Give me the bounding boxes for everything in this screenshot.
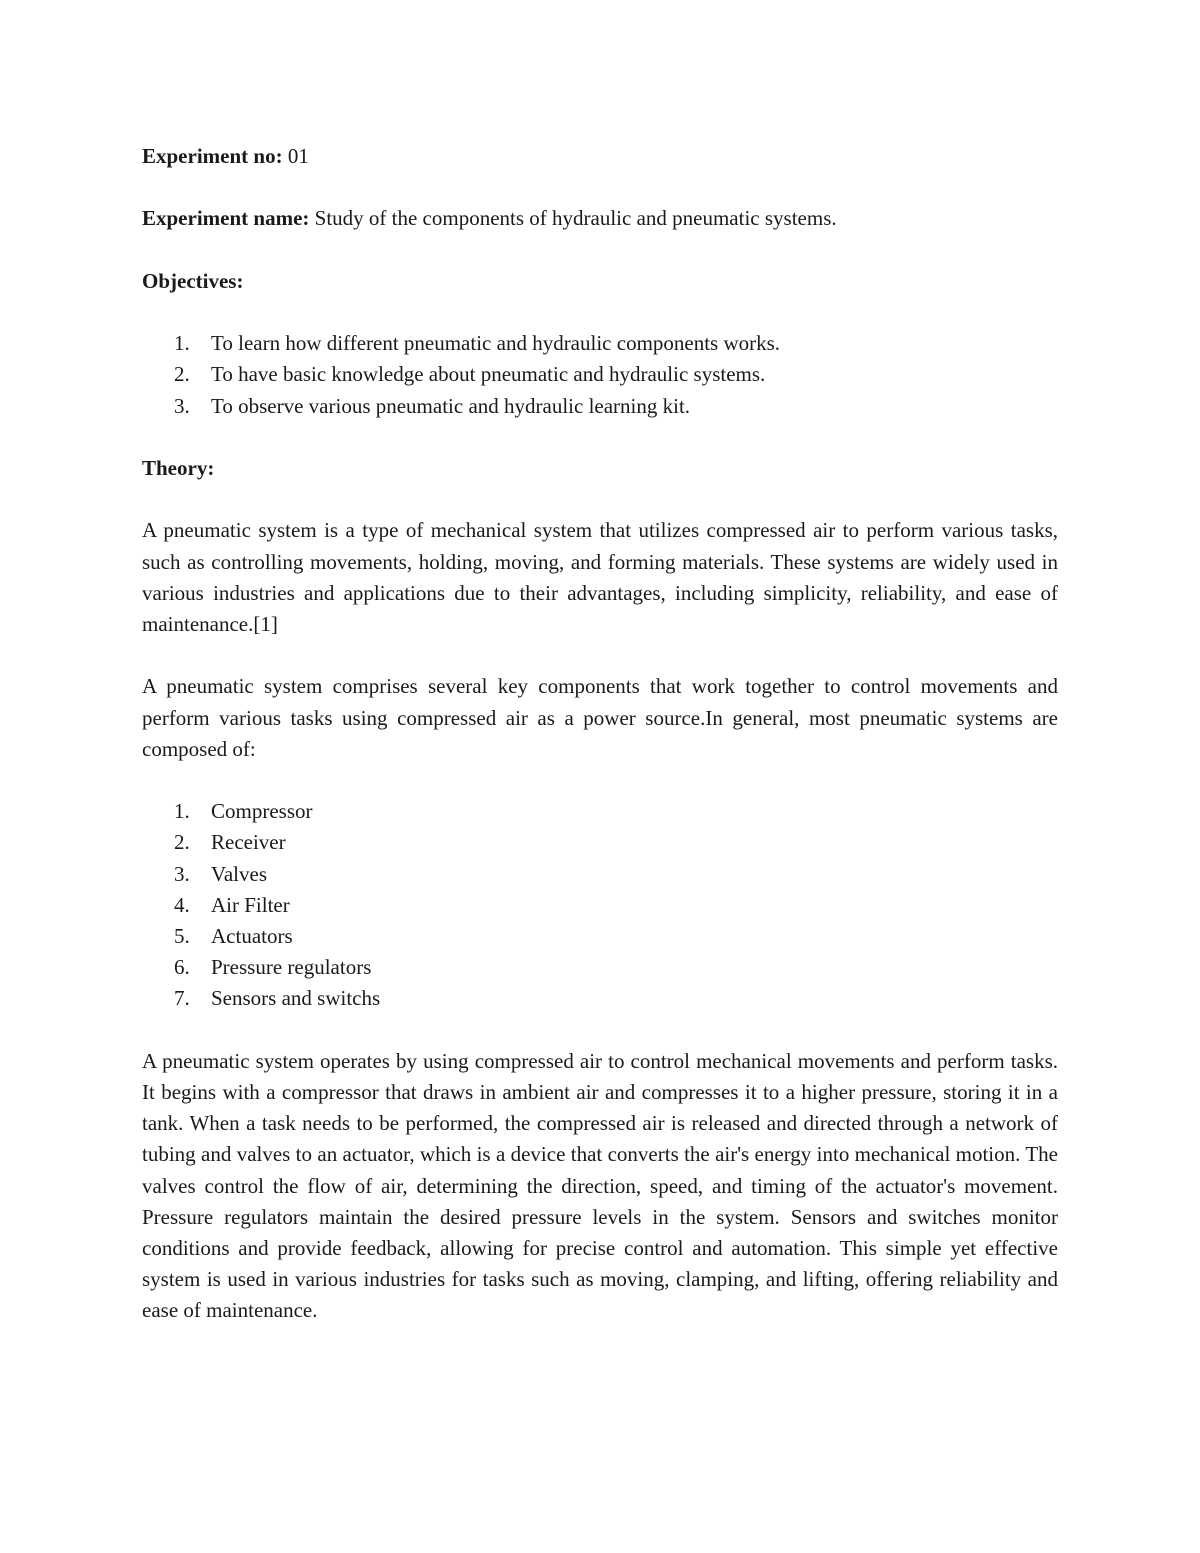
list-item-number: 2. (174, 362, 190, 387)
experiment-number (142, 141, 1058, 172)
experiment-number-value: 01 (282, 144, 309, 168)
list-item-number: 4. (174, 892, 190, 917)
experiment-name-label: Experiment name: (142, 206, 310, 231)
list-item-number: 3. (174, 861, 190, 886)
experiment-number-label: Experiment no: (142, 144, 283, 168)
objectives-heading: Objectives: (142, 268, 244, 293)
list-item-number: 3. (174, 393, 190, 418)
list-item-text: Receiver (211, 830, 286, 855)
list-item-number: 7. (174, 986, 190, 1011)
list-item (142, 859, 1058, 890)
list-item-text: Compressor (211, 799, 313, 824)
list-item-text: Sensors and switchs (211, 986, 381, 1011)
theory-heading: Theory: (142, 455, 215, 480)
list-item-text: Pressure regulators (211, 955, 372, 980)
list-item-number: 1. (174, 331, 190, 356)
components-list (142, 796, 1058, 1014)
list-item (142, 952, 1058, 983)
list-item-text: Air Filter (211, 892, 290, 917)
list-item (142, 796, 1058, 827)
list-item (142, 359, 1058, 390)
list-item-text: Valves (211, 861, 267, 886)
list-item-number: 1. (174, 799, 190, 824)
list-item (142, 921, 1058, 952)
list-item-number: 2. (174, 830, 190, 855)
document-page (142, 141, 1058, 1327)
list-item-number: 5. (174, 923, 190, 948)
list-item (142, 890, 1058, 921)
list-item (142, 983, 1058, 1014)
list-item (142, 827, 1058, 858)
list-item-number: 6. (174, 955, 190, 980)
list-item-text: To learn how different pneumatic and hydraulic components works. (211, 331, 781, 356)
list-item (142, 391, 1058, 422)
experiment-name (142, 203, 1058, 234)
experiment-name-value: Study of the components of hydraulic and pneumatic systems. (309, 206, 837, 231)
theory-paragraph-2: A pneumatic system comprises several key components that work together to control movements and perform various tasks using compressed air as a power source.In general, most pneumatic systems are composed of: (142, 674, 1058, 761)
objectives-list (142, 328, 1058, 422)
list-item-text: To observe various pneumatic and hydraulic learning kit. (211, 393, 691, 418)
theory-paragraph-3: A pneumatic system operates by using compressed air to control mechanical movements and perform tasks. It begins with a compressor that draws in ambient air and compresses it to a higher pressure, storing it in a tank. When a task needs to be performed, the compressed air is released and directed through a network of tubing and valves to an actuator, which is a device that converts the air's energy into mechanical motion. The valves control the flow of air, determining the direction, speed, and timing of the actuator's movement. Pressure regulators maintain the desired pressure levels in the system. Sensors and switches monitor conditions and provide feedback, allowing for precise control and automation. This simple yet effective system is used in various industries for tasks such as moving, clamping, and lifting, offering reliability and ease of maintenance. (142, 1048, 1058, 1323)
list-item-text: To have basic knowledge about pneumatic and hydraulic systems. (211, 362, 766, 387)
list-item (142, 328, 1058, 359)
theory-paragraph-1: A pneumatic system is a type of mechanical system that utilizes compressed air to perform various tasks, such as controlling movements, holding, moving, and forming materials. These systems are widely used in various industries and applications due to their advantages, including simplicity, reliability, and ease of maintenance.[1] (142, 518, 1058, 636)
list-item-text: Actuators (211, 923, 293, 948)
